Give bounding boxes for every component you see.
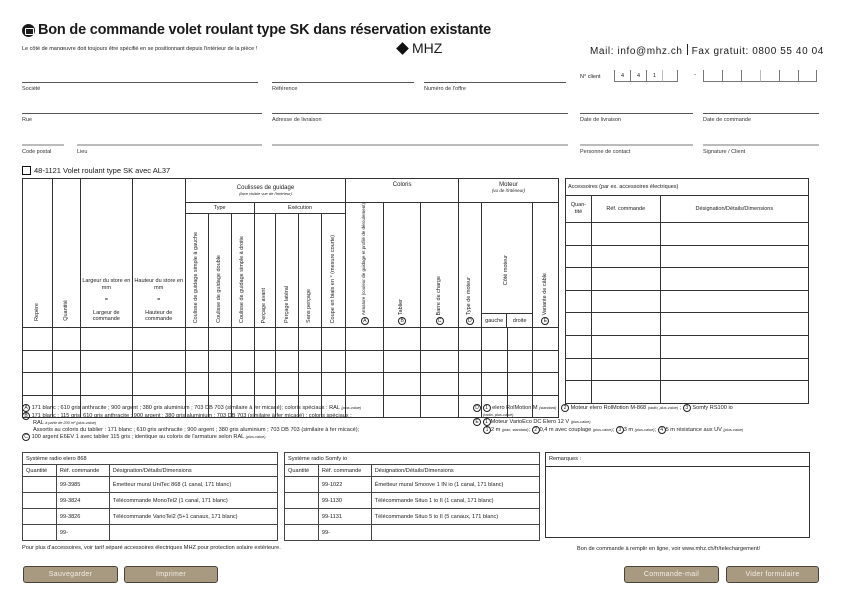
- radio-somfy-row: 99-1131 Télécommande Situo 5 io II (5 canaux, 171 blanc): [285, 509, 540, 525]
- cell-input[interactable]: [23, 328, 53, 351]
- delivery-address-line2[interactable]: [272, 144, 568, 146]
- radio-somfy-table: Système radio Somfy io Quantité Réf. commande Désignation/Détails/Dimensions 99-1022 Émetteur mural Smoove 1 IN io (1 canal, 171 blanc) 99-1130 Télécommande Situo 1 io II (1 canal, 171 blanc) 99-1131 Télécommande Situo 5 io II (5 canaux, 171 blanc) 99-: [284, 452, 540, 541]
- signature-field[interactable]: Signature / Client: [703, 144, 819, 155]
- radio-elero-table: Système radio elero 868 Quantité Réf. commande Désignation/Détails/Dimensions 99-3985 Émetteur mural UniTec 868 (1 canal, 171 blanc) 99-3824 Télécommande MonoTel2 (1 canal, 171 blanc) 99-3826 Télécommande VarioTel2 (5+1 canaux, 171 blanc) 99-: [22, 452, 278, 541]
- reference-field[interactable]: Référence: [272, 82, 414, 92]
- client-suffix-2[interactable]: [722, 70, 741, 82]
- client-suffix-6[interactable]: [798, 70, 817, 82]
- mark-b-icon: B: [22, 412, 30, 420]
- product-checkbox[interactable]: [22, 166, 31, 175]
- header-coloris: Coloris: [346, 179, 459, 203]
- table-row: [23, 328, 559, 351]
- table-row: [23, 350, 559, 373]
- page-title: Bon de commande volet roulant type SK dans réservation existante: [22, 22, 491, 38]
- header-variante-cable: Variante de câble E: [532, 203, 558, 328]
- city-field[interactable]: Lieu: [77, 144, 262, 155]
- accessory-row: [566, 245, 809, 268]
- accessory-row: [566, 313, 809, 336]
- accessory-row: [566, 268, 809, 291]
- qty-input[interactable]: [285, 493, 319, 509]
- header-type-moteur: Type de moteur D: [459, 203, 482, 328]
- qty-input[interactable]: [23, 509, 57, 525]
- mail: Mail: info@mhz.ch: [590, 46, 683, 57]
- header-cote-moteur: Côté moteur gauche droite: [481, 214, 532, 328]
- order-table: [22, 178, 559, 418]
- form-icon: [22, 24, 35, 37]
- footer-accessories-note: Pour plus d'accessoires, voir tarif séparé accessoires électriques MHZ pour protection solaire extérieure.: [22, 545, 281, 551]
- qty-input[interactable]: [23, 525, 57, 541]
- remarks-input[interactable]: [546, 467, 809, 537]
- client-suffix-4[interactable]: [760, 70, 779, 82]
- accessory-row: [566, 381, 809, 404]
- logo: MHZ: [398, 40, 442, 56]
- client-digit-3[interactable]: 1: [646, 70, 662, 82]
- print-button[interactable]: Imprimer: [124, 566, 218, 583]
- mark-a-icon: A: [361, 317, 369, 325]
- contact-person-field[interactable]: Personne de contact: [580, 144, 693, 155]
- street-field[interactable]: Rue: [22, 113, 262, 123]
- postal-code-field[interactable]: Code postal: [22, 144, 64, 155]
- client-digit-4[interactable]: [662, 70, 678, 82]
- mark-a-icon: A: [22, 404, 30, 412]
- radio-somfy-row: 99-: [285, 525, 540, 541]
- subtitle: Le côté de manœuvre doit toujours être spécifié en se positionnant depuis l'intérieur de la pièce !: [22, 46, 258, 52]
- qty-input[interactable]: [285, 477, 319, 493]
- header-tablier: Tablier B: [384, 203, 421, 328]
- motor-notes: D 1 elero RolMotion M (standard) ; 2 Moteur elero RolMotion M-868 (radio, plus-value) ; 3 Somfy RS100 io (radio, plus-value) E 1 Moteur VarioEco DC Elero 12 V (plus-value) 1 2 m (plan, standard); 2 0,4 m avec couplage (plus-value); 3 3 m (plus-value); 4 5 m résistance aux UV (plus-value): [473, 404, 743, 435]
- header-gauche: gauche: [482, 314, 507, 327]
- qty-input[interactable]: [285, 509, 319, 525]
- radio-somfy-row: 99-1022 Émetteur mural Smoove 1 IN io (1 canal, 171 blanc): [285, 477, 540, 493]
- header-type-double: Coulisse de guidage double: [208, 214, 231, 328]
- offer-number-field[interactable]: Numéro de l'offre: [424, 82, 566, 92]
- remarks-box: [545, 452, 810, 538]
- mark-d-icon: D: [466, 317, 474, 325]
- accessories-header-qty: Quan-tité: [566, 196, 592, 223]
- qty-input[interactable]: [23, 477, 57, 493]
- accessories-header-ref: Réf. commande: [591, 196, 660, 223]
- mark-c-icon: C: [22, 433, 30, 441]
- fax: Fax gratuit: 0800 55 40 04: [691, 46, 824, 57]
- radio-somfy-row: 99-1130 Télécommande Situo 1 io II (1 canal, 171 blanc): [285, 493, 540, 509]
- product-label: 48-1121 Volet roulant type SK avec AL37: [34, 166, 171, 175]
- client-suffix-3[interactable]: [741, 70, 760, 82]
- header-quantite: Quantité: [52, 179, 80, 328]
- accessory-row: [566, 335, 809, 358]
- client-suffix-1[interactable]: [703, 70, 722, 82]
- accessories-table: [565, 178, 809, 404]
- header-type-droite: Coulisse de guidage simple à droite: [231, 214, 254, 328]
- delivery-date-field[interactable]: Date de livraison: [580, 113, 693, 123]
- footer-online-note: Bon de commande à remplir en ligne, voir www.mhz.ch/fr/telechargement/: [577, 546, 761, 552]
- header-hauteur: Hauteur du store en mm = Hauteur de commande: [132, 179, 185, 328]
- accessories-title: Accessoires (par ex. accessoires électriques): [566, 179, 809, 196]
- header-execution: Exécution: [254, 203, 346, 214]
- radio-elero-row: 99-: [23, 525, 278, 541]
- header-moteur: Moteur (vu de l'intérieur): [459, 179, 559, 203]
- remarks-label: Remarques :: [546, 453, 809, 467]
- accessories-header-desc: Désignation/Détails/Dimensions: [660, 196, 808, 223]
- radio-elero-title: Système radio elero 868: [23, 453, 278, 465]
- mark-e-icon: E: [541, 317, 549, 325]
- header-cote-moteur-top: [481, 203, 532, 214]
- mark-c-icon: C: [436, 317, 444, 325]
- email-order-button[interactable]: Commande-mail: [624, 566, 719, 583]
- qty-input[interactable]: [23, 493, 57, 509]
- client-digit-2[interactable]: 4: [630, 70, 646, 82]
- radio-somfy-title: Système radio Somfy io: [285, 453, 540, 465]
- accessory-row: [566, 358, 809, 381]
- header-sans-percage: Sans perçage: [299, 214, 322, 328]
- client-separator: -: [694, 72, 696, 78]
- save-button[interactable]: Sauvegarder: [23, 566, 118, 583]
- mark-b-icon: B: [398, 317, 406, 325]
- header-type-gauche: Coulisse de guidage simple à gauche: [185, 214, 208, 328]
- header-armature: Armature (couleur de guidage et profilé de déroulement) A: [346, 203, 384, 328]
- radio-elero-row: 99-3824 Télécommande MonoTel2 (1 canal, 171 blanc): [23, 493, 278, 509]
- societe-field[interactable]: Société: [22, 82, 258, 92]
- product-row: [22, 166, 170, 175]
- accessory-row: [566, 290, 809, 313]
- color-notes: A 171 blanc ; 610 gris anthracite ; 900 argent ; 380 gris aluminium ; 703 DB 703 (similaire à fer micacé); coloris spéciaux : RAL (plus-value) B 171 blanc ; 115 gris; 610 gris anthracite ; 900 argent ; 380 gris aluminium ; 703 DB 703 (similaire à fer micacé) ; coloris spéciaux : RAL à partir de 200 m² (plus-value) Assortis au coloris du tablier : 171 blanc ; 610 gris anthracite ; 900 argent ; 380 gris aluminium ; 703 DB 703 (similaire à fer micacé); C 100 argent E6EV 1 avec tablier 115 gris ; identique au coloris de l'armature selon RAL (plus-value): [22, 404, 361, 441]
- divider: [687, 44, 688, 55]
- mark-e-icon: E: [473, 418, 481, 426]
- header-coupe-biais: Coupe en biais en ° (mesure courte): [322, 214, 346, 328]
- client-suffix-5[interactable]: [779, 70, 798, 82]
- contact-info: [590, 44, 824, 57]
- accessory-row: [566, 223, 809, 246]
- client-number-label: N° client: [580, 74, 601, 80]
- client-digit-1[interactable]: 4: [614, 70, 630, 82]
- order-date-field[interactable]: Date de commande: [703, 113, 819, 123]
- table-row: [23, 373, 559, 396]
- header-percage-avant: Perçage avant: [254, 214, 276, 328]
- radio-elero-row: 99-3985 Émetteur mural UniTec 868 (1 canal, 171 blanc): [23, 477, 278, 493]
- qty-input[interactable]: [285, 525, 319, 541]
- header-largeur: Largeur du store en mm = Largeur de commande: [80, 179, 132, 328]
- delivery-address-field[interactable]: Adresse de livraison: [272, 113, 568, 123]
- header-repere: Repère: [23, 179, 53, 328]
- header-droite: droite: [512, 317, 527, 324]
- radio-elero-row: 99-3826 Télécommande VarioTel2 (5+1 canaux, 171 blanc): [23, 509, 278, 525]
- mark-d-icon: D: [473, 404, 481, 412]
- diamond-icon: [396, 42, 409, 55]
- header-barre: Barre de charge C: [421, 203, 459, 328]
- header-type: Type: [185, 203, 254, 214]
- header-coulisses: Coulisses de guidage (face visible vue de l'intérieur): [185, 179, 346, 203]
- clear-form-button[interactable]: Vider formulaire: [726, 566, 819, 583]
- header-percage-lateral: Perçage latéral: [276, 214, 299, 328]
